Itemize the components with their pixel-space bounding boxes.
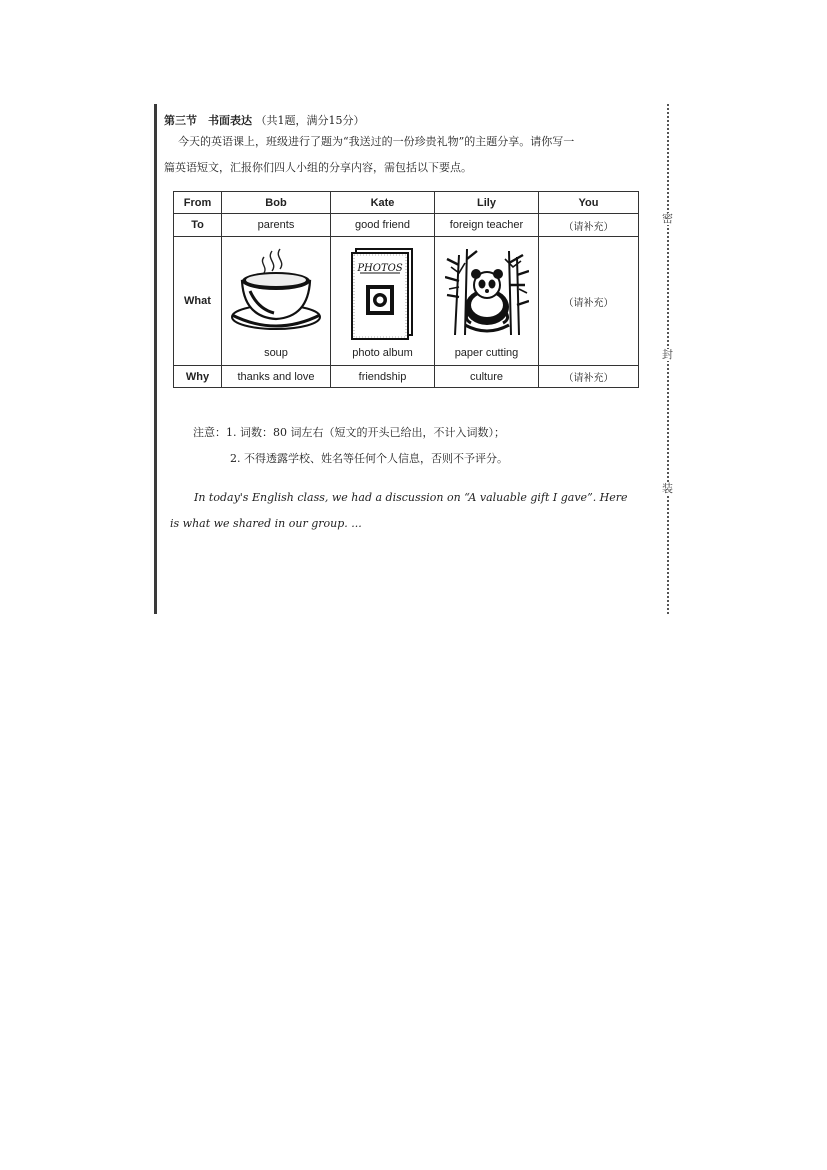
note-line-1: 注意：1. 词数：80 词左右（短文的开头已给出，不计入词数）；	[193, 426, 505, 439]
row-label-to: To	[174, 214, 222, 237]
essay-opening: In today's English class, we had a discussion on “A valuable gift I gave”. Here is what we shared in our group. ...	[170, 491, 628, 530]
margin-char-bind: 装	[662, 482, 673, 495]
table-row-to	[174, 214, 639, 237]
section-title: 第三节 书面表达	[164, 114, 252, 127]
row-label-why: Why	[174, 366, 222, 388]
cell-to-you: （请补充）	[539, 214, 639, 237]
table-row-header	[174, 192, 639, 214]
gift-table	[173, 191, 639, 388]
instruction-line-1: 今天的英语课上，班级进行了题为“我送过的一份珍贵礼物”的主题分享。请你写一	[178, 135, 575, 148]
album-label: PHOTOS	[356, 263, 403, 274]
panda-paper-cutting-icon	[445, 245, 529, 341]
cell-to-kate: good friend	[331, 214, 435, 237]
col-header-from: From	[174, 192, 222, 214]
note-line-2: 2. 不得透露学校、姓名等任何个人信息，否则不予评分。	[230, 452, 508, 465]
cell-what-kate	[331, 237, 435, 366]
cell-to-bob: parents	[222, 214, 331, 237]
cell-why-bob: thanks and love	[222, 366, 331, 388]
cell-to-lily: foreign teacher	[435, 214, 539, 237]
caption-photo-album: photo album	[352, 347, 413, 359]
cell-why-kate: friendship	[331, 366, 435, 388]
col-header-kate: Kate	[331, 192, 435, 214]
section-heading	[164, 112, 365, 128]
cell-why-you: （请补充）	[539, 366, 639, 388]
cell-why-lily: culture	[435, 366, 539, 388]
soup-bowl-icon	[228, 245, 324, 341]
notes-block	[193, 420, 508, 472]
col-header-you: You	[539, 192, 639, 214]
cell-what-bob	[222, 237, 331, 366]
col-header-lily: Lily	[435, 192, 539, 214]
row-label-what: What	[174, 237, 222, 366]
table-row-what	[174, 237, 639, 366]
col-header-bob: Bob	[222, 192, 331, 214]
table-row-why	[174, 366, 639, 388]
left-margin-rule	[154, 104, 157, 614]
caption-soup: soup	[264, 347, 288, 359]
margin-char-seal: 密	[662, 212, 673, 225]
photo-album-icon	[348, 245, 418, 341]
section-note: （共1题，满分15分）	[255, 114, 365, 127]
margin-char-close: 封	[662, 348, 673, 361]
cell-what-lily	[435, 237, 539, 366]
caption-paper-cutting: paper cutting	[454, 347, 519, 359]
instruction-line-2: 篇英语短文，汇报你们四人小组的分享内容，需包括以下要点。	[164, 161, 472, 174]
cell-what-you: （请补充）	[539, 237, 639, 366]
